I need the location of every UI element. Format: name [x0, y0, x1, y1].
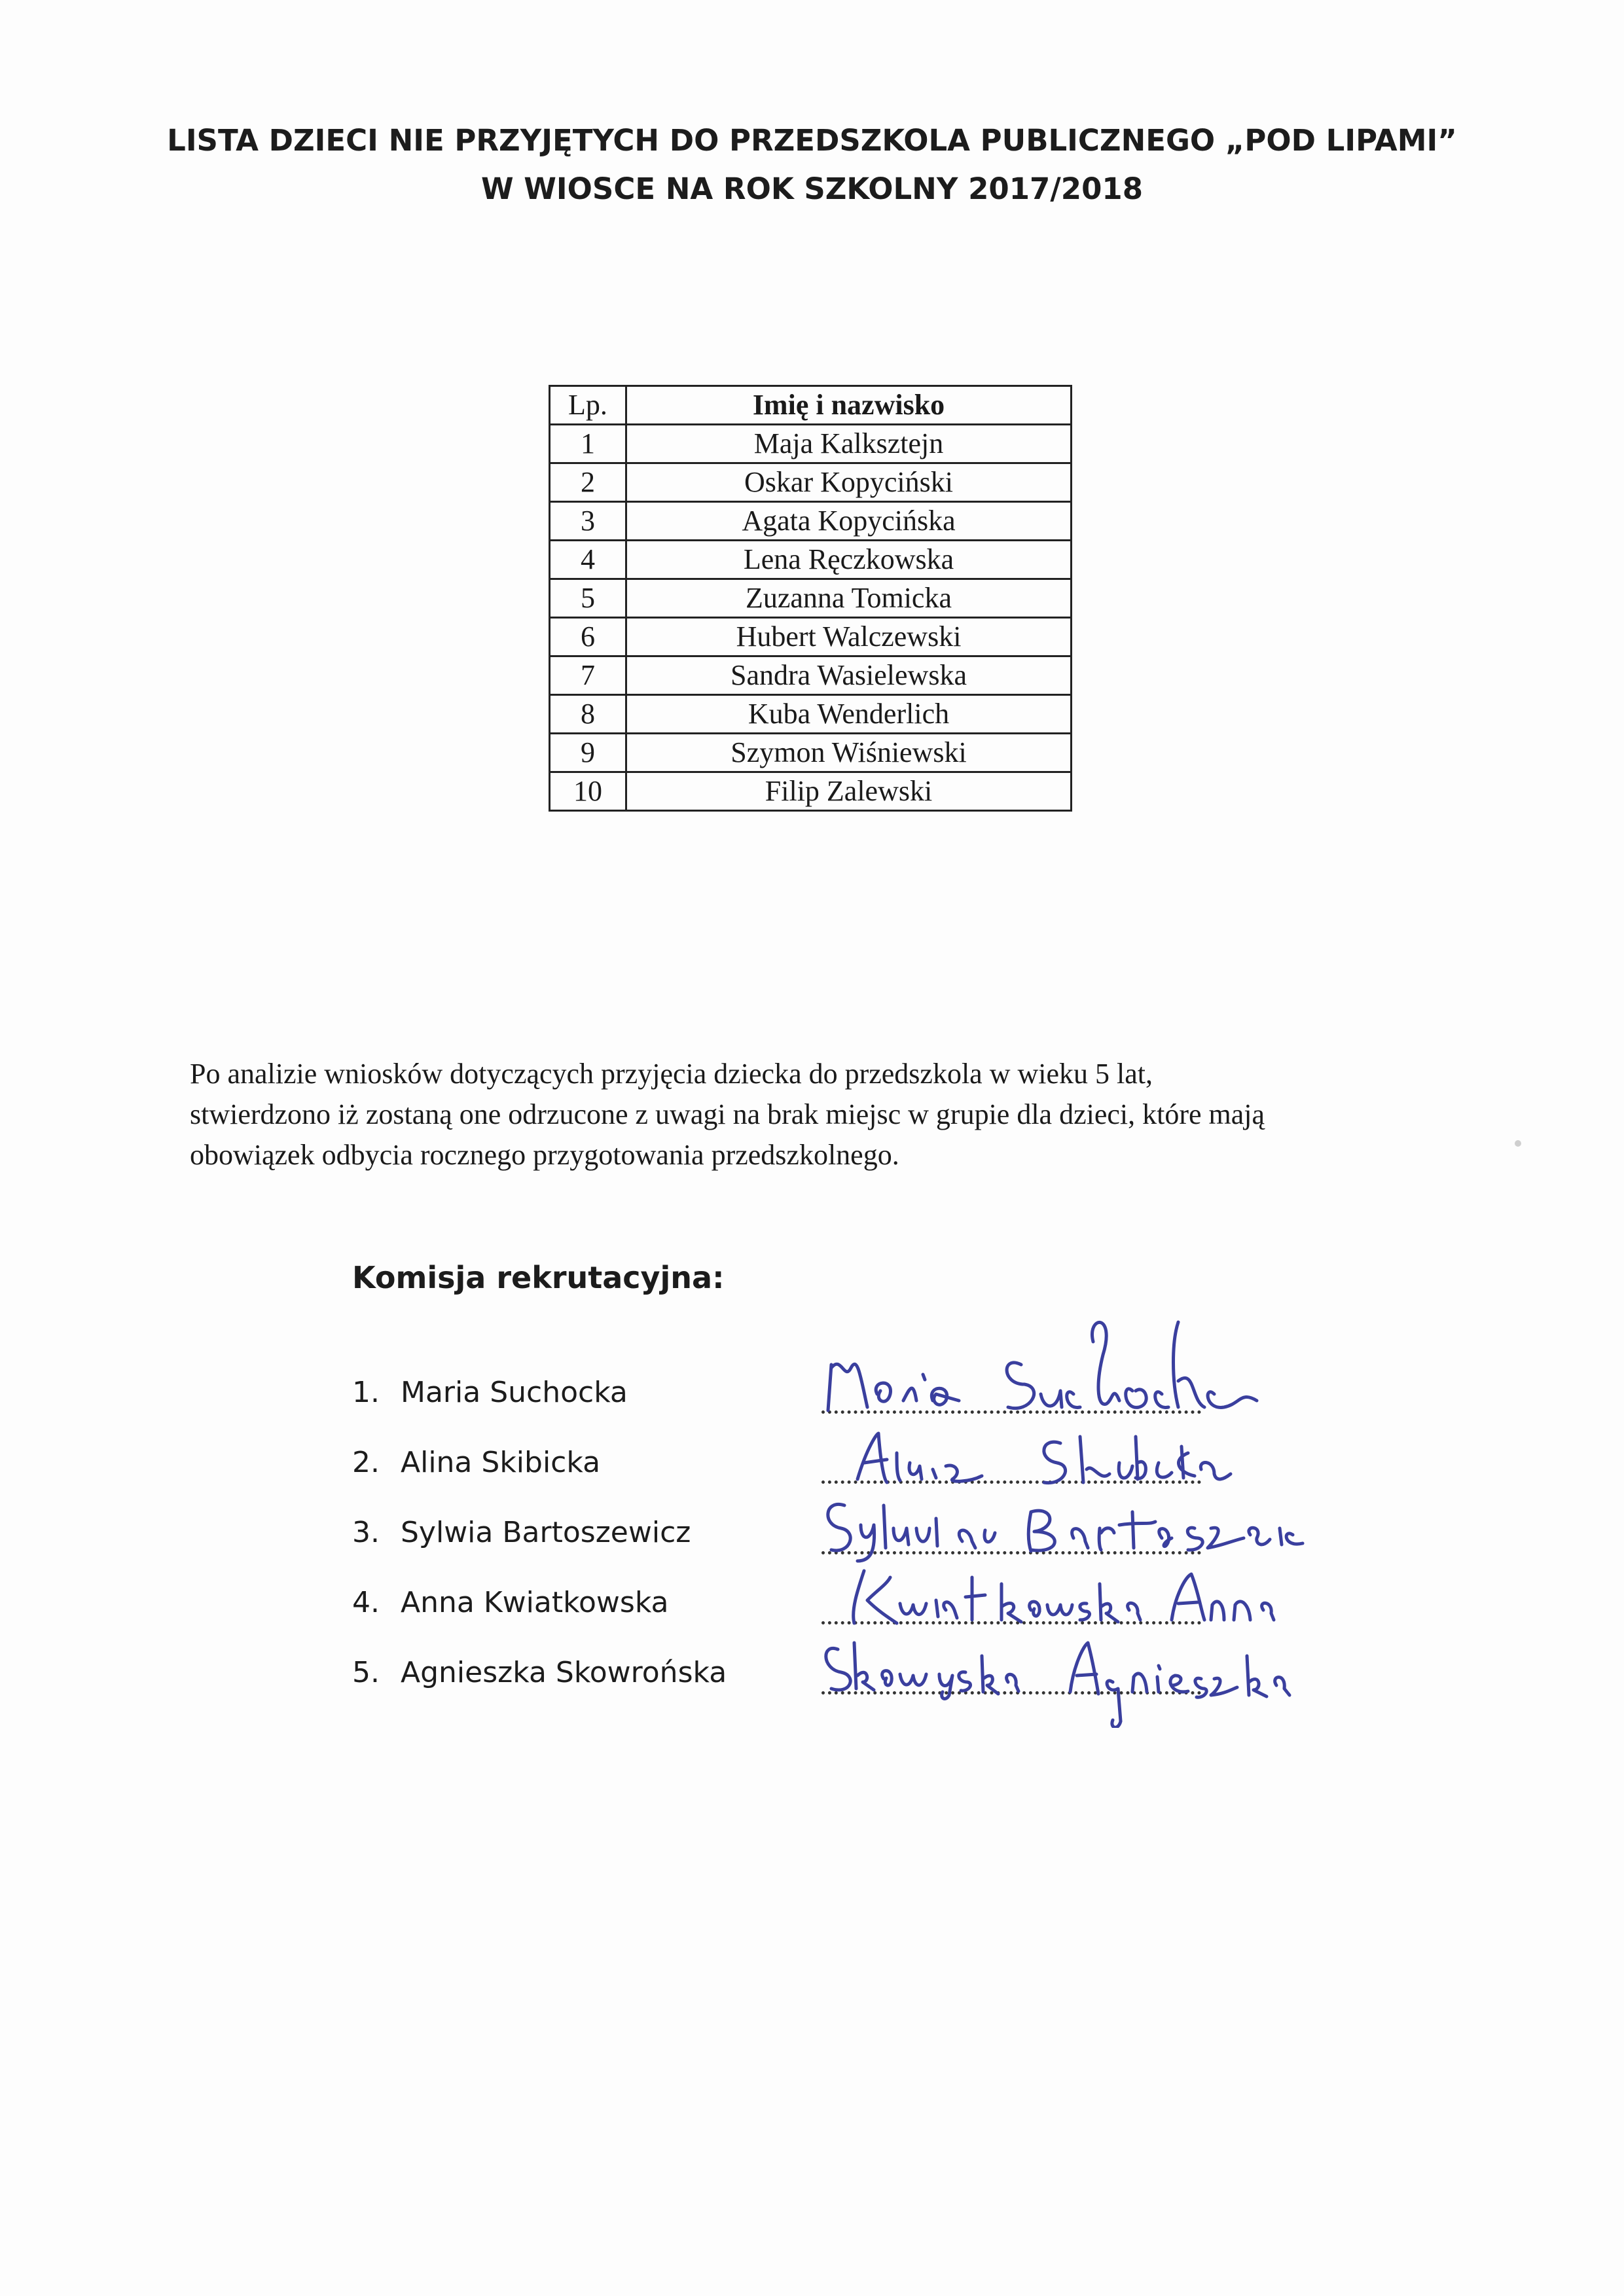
child-name: Maja Kalksztejn: [626, 425, 1072, 463]
table-row: [550, 656, 1072, 695]
table-row: [550, 772, 1072, 811]
member-number: 1.: [352, 1376, 380, 1409]
paragraph-line: Po analizie wniosków dotyczących przyjęcia dziecka do przedszkola w wieku 5 lat,: [190, 1058, 1153, 1090]
column-header-name: Imię i nazwisko: [626, 386, 1072, 425]
row-number: 1: [550, 425, 626, 463]
member-number: 5.: [352, 1656, 380, 1689]
rejected-children-table: [549, 385, 1072, 812]
child-name: Agata Kopycińska: [626, 502, 1072, 541]
decision-paragraph: [190, 1054, 1466, 1175]
child-name: Kuba Wenderlich: [626, 695, 1072, 734]
list-item: [352, 1373, 810, 1443]
row-number: 8: [550, 695, 626, 734]
table-row: [550, 541, 1072, 579]
list-item: [352, 1443, 810, 1513]
paragraph-line: stwierdzono iż zostaną one odrzucone z uwagi na brak miejsc w grupie dla dzieci, które mają: [190, 1098, 1265, 1130]
child-name: Szymon Wiśniewski: [626, 734, 1072, 772]
member-name: Maria Suchocka: [401, 1376, 628, 1409]
member-number: 3.: [352, 1516, 380, 1549]
member-number: 4.: [352, 1586, 380, 1619]
child-name: Hubert Walczewski: [626, 618, 1072, 656]
child-name: Zuzanna Tomicka: [626, 579, 1072, 618]
member-name: Sylwia Bartoszewicz: [401, 1516, 691, 1549]
signature-alina-skibicka: [857, 1433, 1231, 1483]
row-number: 4: [550, 541, 626, 579]
row-number: 7: [550, 656, 626, 695]
document-title-line-1: LISTA DZIECI NIE PRZYJĘTYCH DO PRZEDSZKOLA PUBLICZNEGO „POD LIPAMI”: [167, 123, 1457, 158]
row-number: 6: [550, 618, 626, 656]
row-number: 3: [550, 502, 626, 541]
committee-heading: Komisja rekrutacyjna:: [352, 1260, 725, 1295]
member-name: Anna Kwiatkowska: [401, 1586, 669, 1619]
signature-maria-suchocka: [828, 1322, 1257, 1410]
signature-kwiatkowska-anna: [854, 1571, 1274, 1623]
row-number: 9: [550, 734, 626, 772]
signature-skowronska-agnieszka: [826, 1643, 1290, 1727]
child-name: Oskar Kopyciński: [626, 463, 1072, 502]
column-header-number: Lp.: [550, 386, 626, 425]
signature-sylwia-bartoszewicz: [828, 1504, 1303, 1561]
member-number: 2.: [352, 1446, 380, 1479]
scan-speck: [1515, 1140, 1521, 1147]
handwritten-signatures: [805, 1302, 1381, 1728]
member-name: Agnieszka Skowrońska: [401, 1656, 727, 1689]
child-name: Filip Zalewski: [626, 772, 1072, 811]
table-row: [550, 463, 1072, 502]
document-title-line-2: W WIOSCE NA ROK SZKOLNY 2017/2018: [480, 171, 1144, 206]
list-item: [352, 1653, 810, 1723]
row-number: 5: [550, 579, 626, 618]
row-number: 2: [550, 463, 626, 502]
list-item: [352, 1513, 810, 1583]
row-number: 10: [550, 772, 626, 811]
child-name: Sandra Wasielewska: [626, 656, 1072, 695]
child-name: Lena Ręczkowska: [626, 541, 1072, 579]
list-item: [352, 1583, 810, 1653]
committee-members-list: [352, 1373, 810, 1723]
table-row: [550, 425, 1072, 463]
table-header-row: [550, 386, 1072, 425]
table-row: [550, 695, 1072, 734]
table-row: [550, 734, 1072, 772]
table-row: [550, 579, 1072, 618]
member-name: Alina Skibicka: [401, 1446, 601, 1479]
table-row: [550, 618, 1072, 656]
table-row: [550, 502, 1072, 541]
paragraph-line: obowiązek odbycia rocznego przygotowania przedszkolnego.: [190, 1139, 899, 1171]
